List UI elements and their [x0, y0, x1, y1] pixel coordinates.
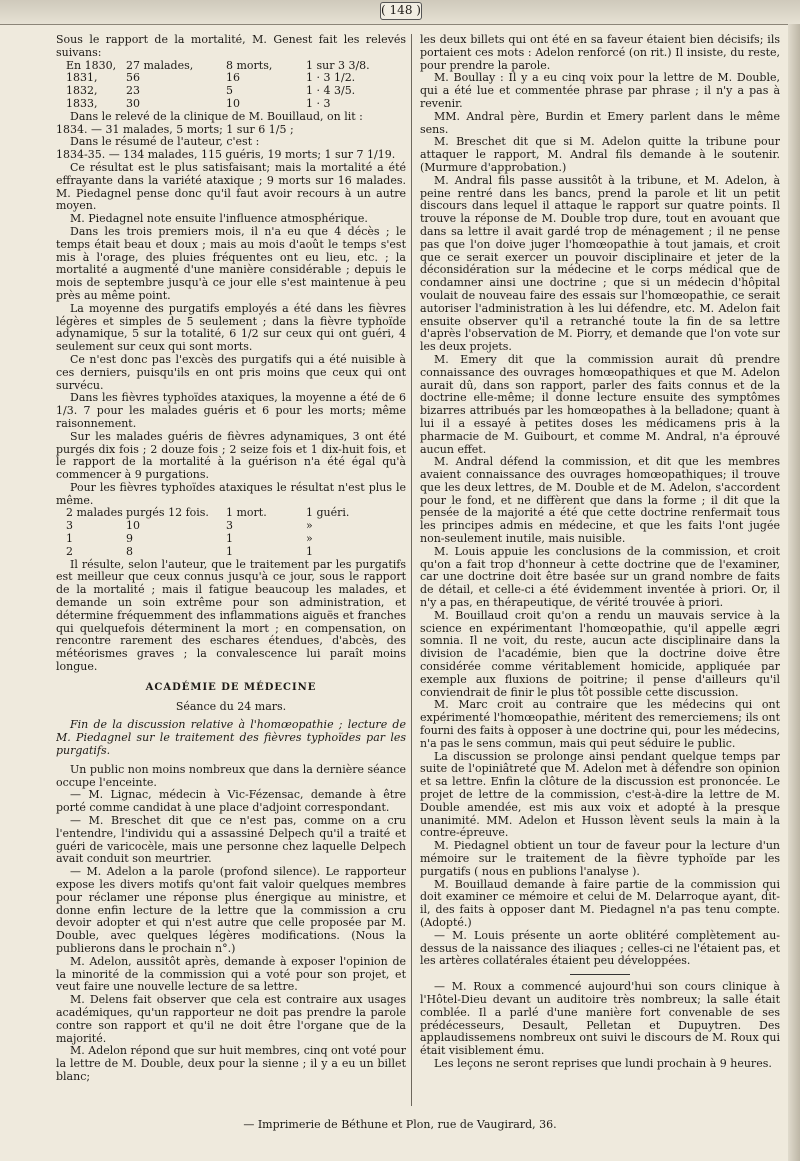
- column-rule: [411, 34, 412, 1106]
- paragraph: Les leçons ne seront reprises que lundi prochain à 9 heures.: [434, 1056, 772, 1070]
- paragraph: M. Bouillaud demande à faire partie de la commission qui doit examiner ce mémoire et celui de M. Delarroque ayant, dit-il, des faits à opposer dant M. Piedagnel n'a pas tenu compte. (Adopté.): [420, 877, 780, 929]
- paragraph: M. Piedagnel note ensuite l'influence atmosphérique.: [70, 212, 368, 226]
- page-edge: [788, 24, 800, 1161]
- section-heading: ACADÉMIE DE MÉDECINE: [145, 681, 317, 693]
- paragraph: M. Bouillaud croit qu'on a rendu un mauvais service à la science en expérimentant l'homœopathie, qu'il appelle ægri somnia. Il ne voit, du reste, aucun acte disciplinaire dans la division de l'académie, bien que la doctrine doive être considérée comme véritablement homicide, appliquée par exemple aux fluxions de poitrine; il pense d'ailleurs qu'il conviendrait de finir le plus tôt possible cette discussion.: [420, 608, 780, 699]
- paragraph: — M. Adelon a la parole (profond silence). Le rapporteur expose les divers motifs qu'ont fait valoir quelques membres pour réclamer une réponse plus énergique au ministre, et donne enfin lecture de la lettre que la commission a cru devoir adopter et qui n'est autre que celle proposée par M. Double, avec quelques légères modifications. (Nous la publierons dans le prochain n°.): [56, 865, 406, 955]
- table-cell: 1 · 4 3/5.: [306, 84, 356, 98]
- paragraph: Il résulte, selon l'auteur, que le traitement par les purgatifs est meilleur que ceux connus jusqu'à ce jour, sous le rapport de la mortalité ; mais il fatigue beaucoup les malades, et demande un soin extrême pour son administration, et détermine fréquemment des inflammations aiguës et franches qui quelquefois déterminent la mort ; en compensation, on rencontre rarement des eschares étendues, d'abcès, des météorismes graves ; la convalescence lui paraît moins longue.: [56, 557, 406, 674]
- paragraph: Ce n'est donc pas l'excès des purgatifs qui a été nuisible à ces derniers, puisqu'ils en ont pris moins que ceux qui ont survécu.: [56, 352, 406, 392]
- mortality-table: [56, 60, 406, 111]
- table-cell: 23: [126, 84, 140, 98]
- paragraph: Dans le relevé de la clinique de M. Bouillaud, on lit :: [70, 109, 363, 123]
- table-cell: 16: [226, 71, 240, 85]
- paragraph: 1834-35. — 134 malades, 115 guéris, 19 morts; 1 sur 7 1/19.: [56, 148, 396, 162]
- table-cell: »: [306, 532, 313, 546]
- table-cell: 1 · 3: [306, 96, 331, 110]
- paragraph: Sous le rapport de la mortalité, M. Genest fait les relevés suivans:: [56, 34, 406, 59]
- table-cell: 1 mort.: [226, 506, 267, 520]
- paragraph: M. Adelon répond que sur huit membres, cinq ont voté pour la lettre de M. Double, deux pour la sienne ; il y a eu un billet blanc;: [56, 1044, 406, 1083]
- purgation-table: [56, 507, 406, 558]
- paragraph: — M. Lignac, médecin à Vic-Fézensac, demande à être porté comme candidat à une place d'adjoint correspondant.: [56, 788, 406, 815]
- paragraph: M. Louis appuie les conclusions de la commission, et croit qu'on a fait trop d'honneur à cette doctrine que de l'examiner, car une doctrine doit être basée sur un grand nombre de faits de détail, et celle-ci a été évidemment inventée à priori. Or, il n'y a pas, en thérapeutique, de vérité trouvée à priori.: [420, 544, 780, 610]
- table-cell: 1: [226, 532, 233, 546]
- paragraph: M. Piedagnel obtient un tour de faveur pour la lecture d'un mémoire sur le traitement de la fièvre typhoïde par les purgatifs ( nous en publions l'analyse ).: [420, 839, 780, 878]
- table-cell: 1833,: [66, 96, 98, 110]
- table-cell: 1 guéri.: [306, 506, 350, 520]
- paragraph: 1834. — 31 malades, 5 morts; 1 sur 6 1/5 ;: [56, 122, 294, 136]
- paragraph: les deux billets qui ont été en sa faveur étaient bien décisifs; ils portaient ces mots : Adelon renforcé (on rit.) Il insiste, du reste, pour prendre la parole.: [420, 34, 780, 72]
- printer-imprint: — Imprimerie de Béthune et Plon, rue de Vaugirard, 36.: [243, 1118, 557, 1131]
- table-cell: 5: [226, 84, 233, 98]
- table-cell: purgés 12 fois.: [126, 506, 209, 520]
- right-column: [420, 34, 780, 1112]
- paragraph: M. Emery dit que la commission aurait dû prendre connaissance des ouvrages homœopathiques et que M. Adelon aurait dû, dans son rapport, parler des faits connus et de la doctrine elle-même; il donne lecture ensuite des symptômes bizarres attribués par les homœopathes à la belladone; quant à lui il a essayé à petites doses les médicamens pris à la pharmacie de M. Guibourt, et comme M. Andral, n'a éprouvé aucun effet.: [420, 352, 780, 456]
- table-cell: 8 morts,: [226, 58, 273, 72]
- table-cell: 1 · 3 1/2.: [306, 71, 356, 85]
- paragraph: M. Breschet dit que si M. Adelon quitte la tribune pour attaquer le rapport, M. Andral fils demande à le soutenir. (Murmure d'approbation.): [420, 135, 780, 174]
- paragraph: M. Delens fait observer que cela est contraire aux usages académiques, qu'un rapporteur ne doit pas prendre la parole contre son rapport et qu'il ne doit être l'organe que de la majorité.: [56, 993, 406, 1045]
- table-cell: 10: [226, 96, 240, 110]
- paragraph: Dans les trois premiers mois, il n'a eu que 4 décès ; le temps était beau et doux ; mais au mois d'août le temps s'est mis à l'orage, des pluies fréquentes ont eu lieu, etc. ; la mortalité a augmenté d'une manière considérable ; depuis le mois de septembre jusqu'à ce jour elle s'est maintenue à peu près au même point.: [56, 224, 406, 302]
- table-cell: 10: [126, 519, 140, 533]
- paragraph: Un public non moins nombreux que dans la dernière séance occupe l'enceinte.: [56, 762, 406, 789]
- table-cell: 56: [126, 71, 140, 85]
- table-cell: 2: [66, 544, 73, 558]
- paragraph: Sur les malades guéris de fièvres adynamiques, 3 ont été purgés dix fois ; 2 douze fois ; 2 seize fois et 1 dix-huit fois, et le rapport de la mortalité à la guérison n'a été égal qu'à commencer à 9 purgations.: [56, 429, 406, 482]
- table-cell: En 1830,: [66, 58, 117, 72]
- table-cell: 1: [226, 544, 233, 558]
- table-cell: 1: [306, 544, 313, 558]
- paragraph: M. Marc croit au contraire que les médecins qui ont expérimenté l'homœopathie, méritent des remerciemens; ils ont fourni des faits à opposer à une doctrine qui, pour les médecins, n'a pas le sens commun, mais qui peut séduire le public.: [420, 698, 780, 750]
- table-cell: 27 malades,: [126, 58, 194, 72]
- table-cell: 9: [126, 532, 133, 546]
- table-cell: 1832,: [66, 84, 98, 98]
- paragraph: M. Andral défend la commission, et dit que les membres avaient connaissance des ouvrages homœopathiques; il trouve que les deux lettres, de M. Double et de M. Adelon, s'accordent pour le fond, et ne diffèrent que dans la forme ; il dit que la pensée de la majorité a été que cette doctrine renfermait tous les principes admis en médecine, et que les faits l'ont jugée non-seulement inutile, mais nuisible.: [420, 455, 780, 546]
- paragraph: Dans les fièvres typhoïdes ataxiques, la moyenne a été de 6 1/3. 7 pour les malades guéris et 6 pour les morts; même raisonnement.: [56, 391, 406, 430]
- paragraph: Dans le résumé de l'auteur, c'est :: [70, 135, 260, 149]
- seance-date: Séance du 24 mars.: [175, 699, 287, 713]
- paragraph: M. Andral fils passe aussitôt à la tribune, et M. Adelon, à peine rentré dans les bancs, prend la parole et lit un petit discours dans lequel il attaque le rapport sur quatre points. Il trouve la réponse de M. Double trop dure, tout en avouant que dans sa lettre il avait gardé trop de ménagement ; il ne pense pas que l'on doive juger l'homœopathie à tout jamais, et croit que ce serait exercer un pouvoir disciplinaire et jeter de la déconsidération sur la médecine et le corps médical que de condamner ainsi une doctrine ; que si un médecin d'hôpital voulait de nouveau faire des essais sur l'homœopathie, ce serait autoriser l'administration à les lui défendre, etc. M. Adelon fait ensuite observer qu'il a retranché toute la fin de sa lettre d'après l'observation de M. Piorry, et demande que l'on vote sur les deux projets.: [420, 173, 780, 354]
- paragraph: — M. Louis présente un aorte oblitéré complètement au-dessus de la naissance des iliaques ; celles-ci ne l'étaient pas, et les artères collatérales étaient peu développées.: [420, 928, 780, 968]
- page-number: ( 148 ): [380, 2, 422, 20]
- table-cell: 2 malades: [66, 506, 123, 520]
- paragraph: — M. Breschet dit que ce n'est pas, comme on a cru l'entendre, l'individu qui a assassiné Delpech qu'il a traité et guéri de varicocèle, mais une personne chez laquelle Delpech avait conduit son meurtrier.: [56, 814, 406, 866]
- page-header-band: [0, 0, 800, 25]
- left-column: [56, 34, 406, 1112]
- section-subtitle: Fin de la discussion relative à l'homœopathie ; lecture de M. Piedagnel sur le traitement des fièvres typhoïdes par les purgatifs.: [56, 718, 406, 758]
- table-cell: 1831,: [66, 71, 98, 85]
- paragraph: MM. Andral père, Burdin et Emery parlent dans le même sens.: [420, 109, 780, 136]
- table-cell: 8: [126, 544, 133, 558]
- paragraph: M. Boullay : Il y a eu cinq voix pour la lettre de M. Double, qui a été lue et commentée phrase par phrase ; il n'y a pas à revenir.: [420, 71, 780, 110]
- paragraph: La moyenne des purgatifs employés a été dans les fièvres légères et simples de 5 seulement ; dans la fièvre typhoïde adynamique, 5 sur la totalité, 6 1/2 sur ceux qui ont guéri, 4 seulement sur ceux qui sont morts.: [56, 301, 406, 354]
- paragraph: — M. Roux a commencé aujourd'hui son cours clinique à l'Hôtel-Dieu devant un auditoire très nombreux; la salle était comblée. Il a parlé d'une manière fort convenable de ses prédécesseurs, Desault, Pelletan et Dupuytren. Des applaudissemens nombreux ont suivi le discours de M. Roux qui était visiblement ému.: [420, 980, 780, 1058]
- paragraph: M. Adelon, aussitôt après, demande à exposer l'opinion de la minorité de la commission qui a voté pour son projet, et veut faire une nouvelle lecture de sa lettre.: [56, 954, 406, 994]
- table-cell: »: [306, 519, 313, 533]
- paragraph: La discussion se prolonge ainsi pendant quelque temps par suite de l'opiniâtreté que M. Adelon met à défendre son opinion et sa lettre. Enfin la clôture de la discussion est prononcée. Le projet de lettre de la commission, c'est-à-dire la lettre de M. Double amendée, est mis aux voix et adopté à la presque unanimité. MM. Adelon et Husson lèvent seuls la main à la contre-épreuve.: [420, 749, 780, 840]
- table-cell: 3: [66, 519, 73, 533]
- separator-rule: [570, 974, 630, 975]
- paragraph: Pour les fièvres typhoïdes ataxiques le résultat n'est plus le même.: [56, 480, 406, 507]
- table-cell: 30: [126, 96, 140, 110]
- table-cell: 3: [226, 519, 233, 533]
- table-cell: 1: [66, 532, 73, 546]
- paragraph: Ce résultat est le plus satisfaisant; mais la mortalité a été effrayante dans la variété ataxique ; 9 morts sur 16 malades. M. Piedagnel pense donc qu'il faut avoir recours à un autre moyen.: [56, 160, 406, 213]
- table-cell: 1 sur 3 3/8.: [306, 58, 370, 72]
